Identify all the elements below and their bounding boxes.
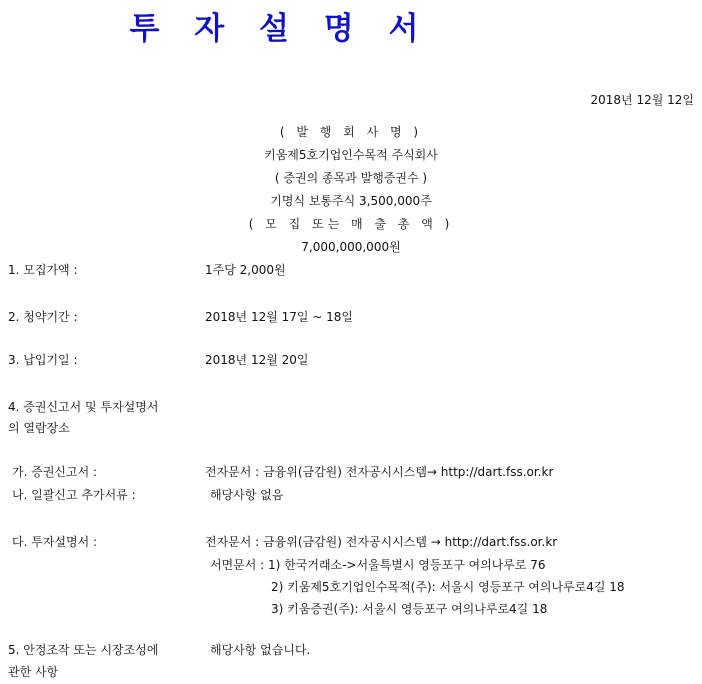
supplementary-value: 해당사항 없음 (210, 488, 284, 502)
prospectus-paper-2: 2) 키움제5호기업인수목적(주): 서울시 영등포구 여의나루로4길 18 (271, 580, 625, 594)
prospectus-label: 다. 투자설명서 : (12, 535, 98, 549)
registration-value: 전자문서 : 금융위(금감원) 전자공시시스템→ http://dart.fss.or.kr (205, 465, 554, 479)
document-date: 2018년 12월 12일 (590, 93, 694, 107)
viewing-label-line1: 4. 증권신고서 및 투자설명서 (8, 400, 159, 414)
securities-value: 기명식 보통주식 3,500,000주 (270, 194, 432, 208)
price-label: 1. 모집가액 : (8, 263, 78, 277)
issuer-heading: ( 발 행 회 사 명 ) (279, 125, 423, 139)
prospectus-paper-1: 서면문서 : 1) 한국거래소->서울특별시 영등포구 여의나루로 76 (210, 558, 546, 572)
securities-heading: ( 증권의 종목과 발행증권수 ) (274, 171, 428, 185)
registration-label: 가. 증권신고서 : (12, 465, 98, 479)
payment-value: 2018년 12월 20일 (205, 353, 309, 367)
period-value: 2018년 12월 17일 ~ 18일 (205, 310, 354, 324)
amount-heading: ( 모 집 또는 매 출 총 액 ) (248, 217, 454, 231)
price-value: 1주당 2,000원 (205, 263, 286, 277)
stabilization-value: 해당사항 없습니다. (210, 643, 311, 657)
amount-value: 7,000,000,000원 (301, 240, 401, 254)
period-label: 2. 청약기간 : (8, 310, 78, 324)
viewing-label-line2: 의 열람장소 (8, 421, 70, 435)
prospectus-electronic: 전자문서 : 금융위(금감원) 전자공시시스템 → http://dart.fss.or.kr (205, 535, 558, 549)
payment-label: 3. 납입기일 : (8, 353, 78, 367)
stabilization-label-line2: 관한 사항 (8, 665, 59, 679)
prospectus-paper-3: 3) 키움증권(주): 서울시 영등포구 여의나루로4길 18 (271, 602, 548, 616)
stabilization-label-line1: 5. 안정조작 또는 시장조성에 (8, 643, 159, 657)
document-title: 투 자 설 명 서 (129, 11, 431, 47)
supplementary-label: 나. 일괄신고 추가서류 : (12, 488, 136, 502)
issuer-name: 키움제5호기업인수목적 주식회사 (264, 148, 438, 162)
